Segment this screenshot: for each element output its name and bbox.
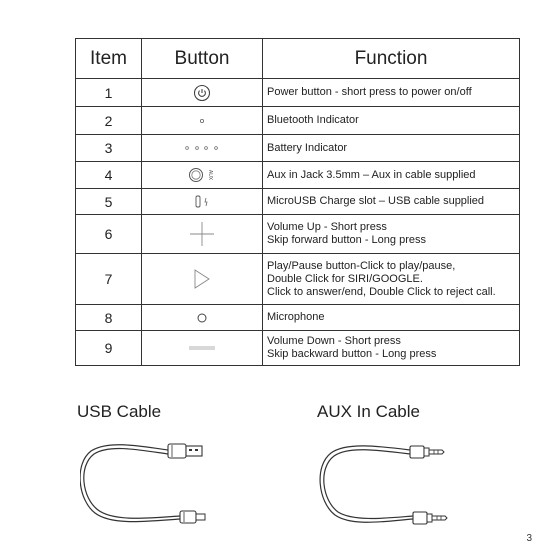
microusb-slot-icon	[192, 194, 212, 210]
table-row	[76, 162, 520, 189]
function-text: Power button - short press to power on/off	[267, 86, 472, 98]
table-header-row	[76, 39, 520, 79]
table-row	[76, 107, 520, 135]
aux-cable-icon	[318, 432, 458, 532]
button-cell	[142, 331, 263, 366]
table-row	[76, 79, 520, 107]
item-number: 3	[76, 135, 142, 162]
button-cell	[142, 215, 263, 254]
microphone-hole-icon	[196, 312, 208, 324]
battery-indicator-dots-icon	[184, 144, 220, 152]
plus-icon	[188, 220, 216, 248]
button-function-table	[75, 38, 520, 366]
item-number: 4	[76, 162, 142, 189]
table-row	[76, 189, 520, 215]
function-text: Click to answer/end, Double Click to reject call.	[267, 285, 496, 298]
function-cell	[263, 162, 520, 189]
button-cell	[142, 305, 263, 331]
item-number: 8	[76, 305, 142, 331]
item-number: 6	[76, 215, 142, 254]
button-cell	[142, 107, 263, 135]
item-number: 9	[76, 331, 142, 366]
button-cell	[142, 79, 263, 107]
table-row	[76, 135, 520, 162]
function-text: Bluetooth Indicator	[267, 114, 359, 126]
function-text: Microphone	[267, 311, 325, 323]
function-text: Play/Pause button-Click to play/pause,	[267, 259, 456, 272]
header-item: Item	[76, 39, 142, 79]
minus-icon	[188, 345, 216, 351]
button-cell	[142, 162, 263, 189]
function-text: Double Click for SIRI/GOOGLE.	[267, 272, 423, 285]
function-text: Volume Up - Short press	[267, 221, 387, 233]
aux-icon-label: AUX	[207, 169, 213, 181]
aux-jack-icon	[187, 166, 217, 184]
power-icon	[193, 84, 211, 102]
function-text: Aux in Jack 3.5mm – Aux in cable supplied	[267, 168, 476, 181]
item-number: 5	[76, 189, 142, 215]
item-number: 7	[76, 254, 142, 305]
function-cell	[263, 79, 520, 107]
aux-cable-label: AUX In Cable	[317, 402, 420, 421]
function-text: Skip forward button - Long press	[267, 234, 426, 246]
table-row	[76, 331, 520, 366]
function-cell	[263, 331, 520, 366]
function-text: MicroUSB Charge slot – USB cable supplied	[267, 195, 485, 207]
usb-cable-icon	[80, 432, 220, 532]
header-function: Function	[263, 39, 520, 79]
item-number: 2	[76, 107, 142, 135]
bluetooth-indicator-dot-icon	[198, 117, 206, 125]
function-cell	[263, 135, 520, 162]
item-number: 1	[76, 79, 142, 107]
header-button: Button	[142, 39, 263, 79]
function-cell	[263, 254, 520, 305]
button-cell	[142, 189, 263, 215]
table-row	[76, 215, 520, 254]
usb-cable-label: USB Cable	[77, 402, 162, 421]
button-cell	[142, 254, 263, 305]
function-cell	[263, 189, 520, 215]
function-cell	[263, 107, 520, 135]
page-number: 3	[526, 533, 532, 544]
function-cell	[263, 215, 520, 254]
button-cell	[142, 135, 263, 162]
function-cell	[263, 305, 520, 331]
play-triangle-icon	[192, 268, 212, 290]
table-row	[76, 254, 520, 305]
function-text: Volume Down - Short press	[267, 335, 401, 347]
function-text: Skip backward button - Long press	[267, 348, 437, 360]
function-text: Battery Indicator	[267, 141, 348, 154]
table-row	[76, 305, 520, 331]
